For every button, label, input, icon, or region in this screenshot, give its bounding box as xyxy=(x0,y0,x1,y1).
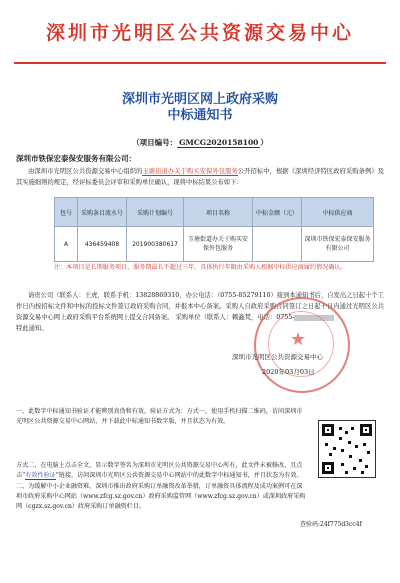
project-number xyxy=(0,137,400,148)
col-amount: 中标金额（元） xyxy=(253,198,302,227)
service-note: 注：本项目是长期服务项目，服务期最长不超过三年，具体执行年限由采购人根据中标供应商履约情况确认。 xyxy=(54,264,347,271)
cell-plan-no: 201900380617 xyxy=(127,227,184,262)
contact-text: 请贵公司（联系人：王虎，联系手机：13828869310，办公电话：（0755-85279110）接到本通知书后，自发出之日起十个工作日内按招标文件和中标的投标文件签订政府采购合同，并报本中心备案。采购人自政府采购合同签订之日起十日内通过光明区公共资源交易中心网上政府采购平台系统网上提交合同备案。 xyxy=(16,292,384,321)
intro-text-a: 由深圳市光明区公共资源交易中心组织的 xyxy=(28,168,143,175)
cell-package: A xyxy=(55,227,78,262)
intro-paragraph xyxy=(16,166,384,188)
org-header xyxy=(0,0,400,62)
verification-code: 查验码:24f775d3cc4f xyxy=(300,521,362,528)
financing-note: 二、为缓解中小企业融资难，深圳市推出政府采购订单融资改革举措，订单融资具体流程及成功案例可在深圳市政府采购中心网站（www.zfcg.sz.gov.cn）政府采购监管网（www.zfcg.sz.gov.cn）或深圳政府采购网（cgzx.sz.gov.cn）政府采购订单融资栏目。 xyxy=(16,483,306,510)
qr-corner xyxy=(322,462,334,474)
closing-text: 特此通知。 xyxy=(16,325,48,332)
qr-corner xyxy=(322,424,334,436)
col-package: 包号 xyxy=(55,198,78,227)
intro-text-b: 公开招标中，根据《深圳经济特区政府采购条例》及其实施细则的规定，经评标委员会评审和采购单位确认，现将中标结果公布如下： xyxy=(16,168,385,186)
doc-subtitle: 中标通知书 xyxy=(167,108,233,123)
verify-text-a: 方式二，在电脑上点击全文，显示数字签名为深圳市光明区公共资源交易中心所有，此文件未被修改，且点击“ xyxy=(16,462,303,479)
qr-code-icon[interactable] xyxy=(318,420,376,478)
addressee: 深圳市铁保宏泰保安服务有限公司： xyxy=(16,154,136,163)
cell-amount xyxy=(253,227,302,262)
signature-date: 2020年03月03日 xyxy=(262,368,315,376)
official-seal-icon xyxy=(254,297,350,393)
project-number-end: ） xyxy=(260,138,268,147)
table-header-row xyxy=(55,198,374,227)
cell-serial: 436459408 xyxy=(78,227,127,262)
col-serial: 采购条目流水号 xyxy=(78,198,127,227)
verify-text-b: ”链接，访问深圳市光明区公共资源交易中心网站中的此数字中标通知书，并且状态为有效。 xyxy=(55,472,303,479)
doc-title: 深圳市光明区网上政府采购 xyxy=(121,92,278,107)
org-title: 深圳市光明区公共资源交易中心 xyxy=(45,21,354,44)
col-plan-no: 采购计划编号 xyxy=(127,198,184,227)
buyer-contact: 采购单位（联系人：赖鑫梵，电话：0755- xyxy=(175,314,295,321)
col-project: 项目名称 xyxy=(184,198,253,227)
col-supplier: 中标供应商 xyxy=(302,198,374,227)
qr-corner xyxy=(360,424,372,436)
verify-method-2 xyxy=(16,461,306,481)
verify-method-1: 一、此数字中标通知书验证才能辨别真伪和有效，验证方式为：方式一，使用手机扫描二维码，访问深圳市光明区公共资源交易中心网站，并下载此中标通知书数字版，并且状态为有效。 xyxy=(16,408,303,425)
project-number-label: （项目编号： xyxy=(132,138,178,147)
cell-supplier: 深圳市铁保宏泰保安服务有限公司 xyxy=(302,227,374,262)
cell-project: 玉塘街道办关于购买安保外包服务 xyxy=(184,227,253,262)
table-row xyxy=(55,227,374,262)
signature-org: 深圳市光明区公共资源交易中心 xyxy=(232,353,323,361)
seal-star-icon: ★ xyxy=(290,329,307,350)
award-table xyxy=(54,197,374,262)
project-name-link: 玉塘街道办关于购买安保外包服务 xyxy=(142,168,238,175)
header-rule xyxy=(14,62,386,64)
validity-check-link[interactable]: 有效性验证 xyxy=(25,472,56,479)
project-number-value: GMCG2020158100 xyxy=(179,138,259,147)
